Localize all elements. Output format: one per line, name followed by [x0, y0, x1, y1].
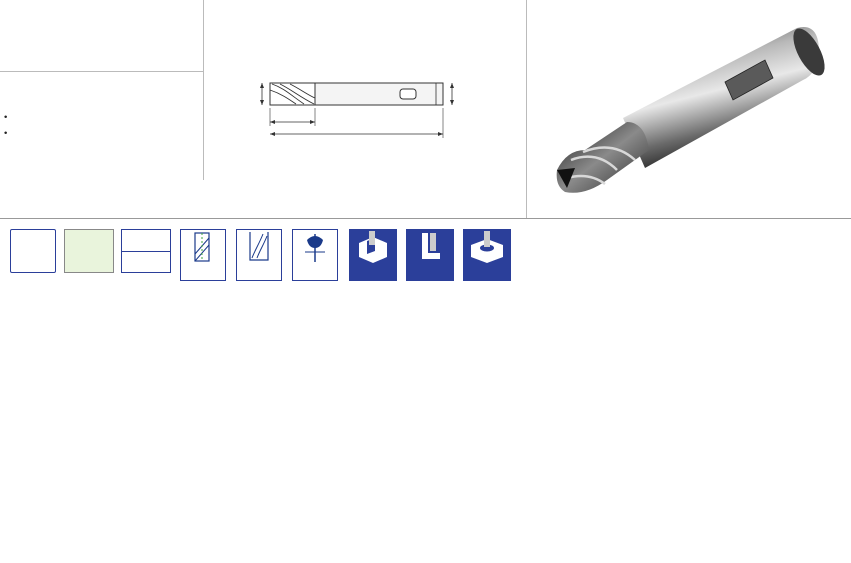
- helix-angle-icon: [181, 230, 225, 266]
- alu-badge: [64, 229, 114, 273]
- material-grid: [0, 180, 204, 218]
- square-end-icon: [237, 230, 281, 266]
- title-box: [0, 0, 204, 72]
- hss-badge: [121, 229, 171, 273]
- side-milling-badge: [406, 229, 454, 281]
- din-badge: [10, 229, 56, 273]
- feature-item: [4, 126, 203, 142]
- side-milling-icon: [406, 229, 454, 265]
- feature-list: [0, 72, 204, 180]
- technical-drawing: [204, 0, 527, 218]
- application-icons: [0, 219, 851, 287]
- material-suitability: [0, 199, 204, 218]
- shank-body: [623, 27, 819, 168]
- fha-badge: [180, 229, 226, 281]
- end-mill-drawing: [204, 0, 527, 218]
- end-mill-image: [527, 0, 851, 218]
- weldon-flat: [400, 89, 416, 99]
- product-photo: [527, 0, 851, 218]
- feature-item: [4, 110, 203, 126]
- header-section: [0, 0, 851, 218]
- slotting-icon: [349, 229, 397, 265]
- flute-count-icon: [293, 230, 337, 266]
- shank-outline: [315, 83, 443, 105]
- drilling-icon: [463, 229, 511, 265]
- square-badge: [236, 229, 282, 281]
- material-letters: [0, 180, 204, 199]
- slotting-badge: [349, 229, 397, 281]
- drilling-badge: [463, 229, 511, 281]
- zefp-badge: [292, 229, 338, 281]
